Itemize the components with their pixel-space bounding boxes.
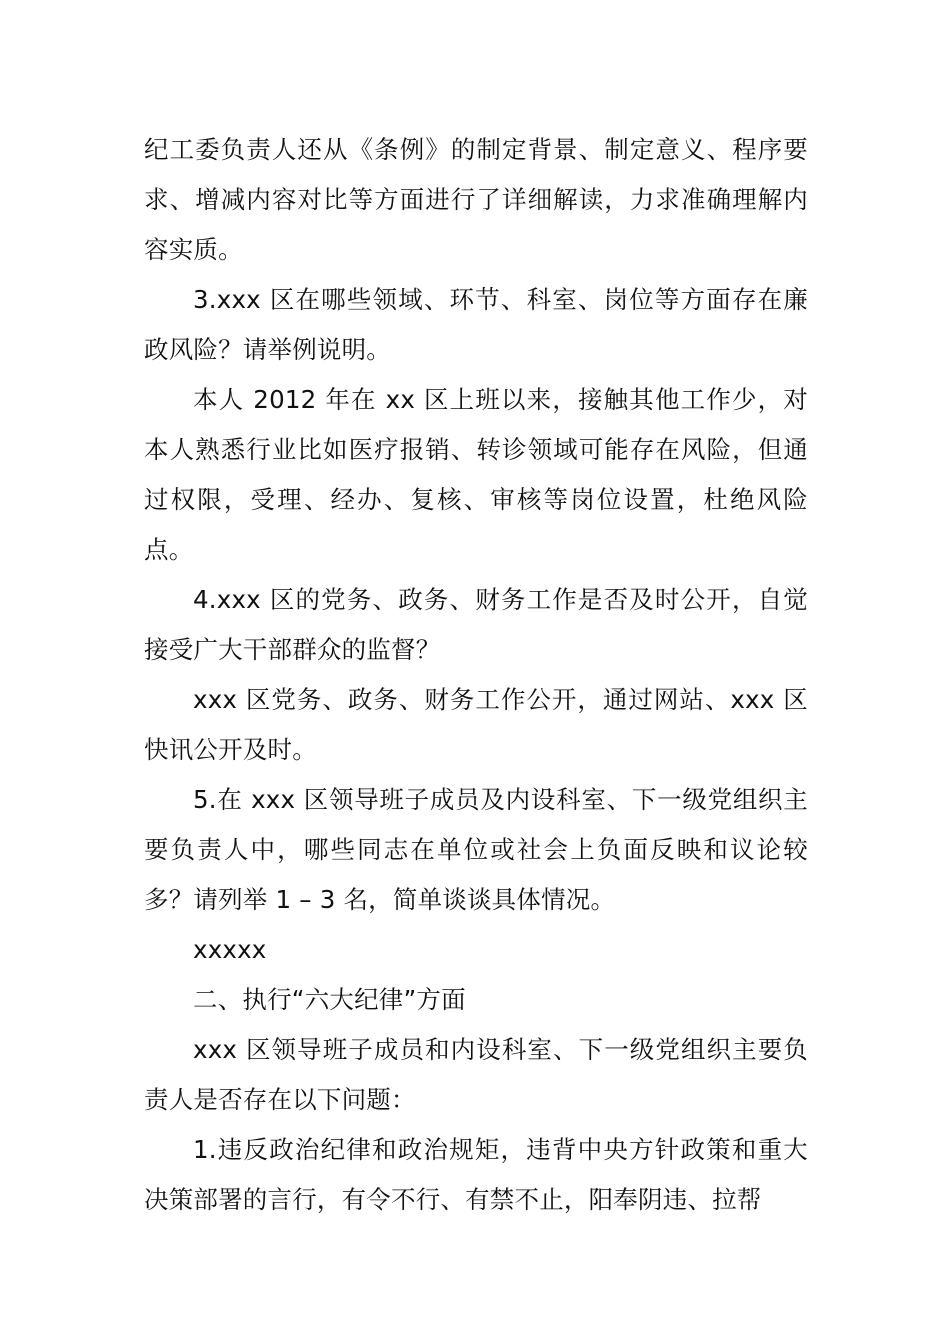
answer-5: xxxxx <box>193 935 267 964</box>
section-heading: 二、执行“六大纪律”方面 <box>193 985 466 1014</box>
answer-3: 本人 2012 年在 xx 区上班以来，接触其他工作少，对本人熟悉行业比如医疗报销、转诊领域可能存在风险，但通过权限，受理、经办、复核、审核等岗位设置，杜绝风险点。 <box>144 385 808 564</box>
answer-4: xxx 区党务、政务、财务工作公开，通过网站、xxx 区快讯公开及时。 <box>144 685 808 764</box>
paragraph-continuation: 纪工委负责人还从《条例》的制定背景、制定意义、程序要求、增减内容对比等方面进行了详细解读，力求准确理解内容实质。 <box>144 135 808 264</box>
item-1: 1.违反政治纪律和政治规矩，违背中央方针政策和重大决策部署的言行，有令不行、有禁不止，阳奉阴违、拉帮 <box>144 1135 808 1214</box>
question-4: 4.xxx 区的党务、政务、财务工作是否及时公开，自觉接受广大干部群众的监督？ <box>144 585 808 664</box>
question-5: 5.在 xxx 区领导班子成员及内设科室、下一级党组织主要负责人中，哪些同志在单位或社会上负面反映和议论较多？请列举 1 – 3 名，简单谈谈具体情况。 <box>144 785 808 914</box>
question-3: 3.xxx 区在哪些领域、环节、科室、岗位等方面存在廉政风险？请举例说明。 <box>144 285 808 364</box>
document-body <box>144 125 808 1225</box>
section-intro: xxx 区领导班子成员和内设科室、下一级党组织主要负责人是否存在以下问题： <box>144 1035 808 1114</box>
